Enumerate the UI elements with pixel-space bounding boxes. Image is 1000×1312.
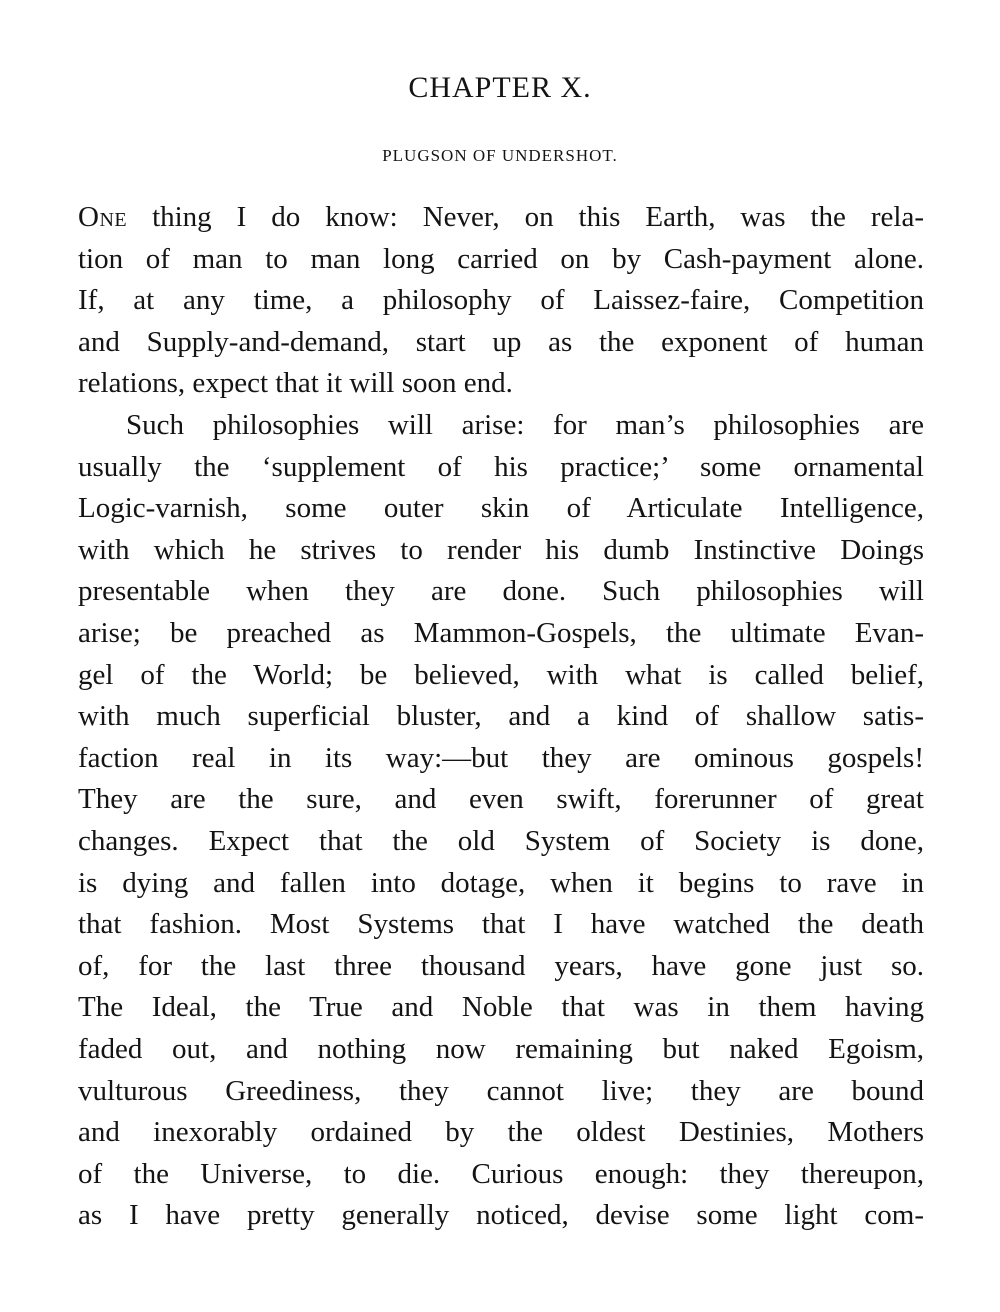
text-line-content: thing I do know: Never, on this Earth, was the rela- — [127, 201, 924, 233]
text-line: and inexorably ordained by the oldest Destinies, Mothers — [78, 1116, 924, 1149]
text-line — [78, 197, 924, 239]
chapter-subtitle: PLUGSON OF UNDERSHOT. — [382, 146, 618, 165]
paragraph-2 — [78, 405, 924, 1237]
text-line: Such philosophies will arise: for man’s philosophies are — [126, 409, 924, 441]
paragraph-lead-word: One — [78, 201, 128, 233]
text-line: relations, expect that it will soon end. — [78, 367, 513, 400]
text-line: arise; be preached as Mammon-Gospels, the ultimate Evan- — [78, 616, 924, 649]
text-line: with which he strives to render his dumb Instinctive Doings — [78, 533, 924, 566]
text-line: is dying and fallen into dotage, when it begins to rave in — [78, 866, 924, 899]
text-line: tion of man to man long carried on by Cash-payment alone. — [78, 242, 924, 275]
text-line: presentable when they are done. Such philosophies will — [78, 575, 924, 608]
chapter-heading — [0, 68, 1000, 108]
text-line: that fashion. Most Systems that I have watched the death — [78, 908, 924, 941]
text-line: vulturous Greediness, they cannot live; they are bound — [78, 1074, 924, 1107]
text-line: The Ideal, the True and Noble that was in them having — [78, 991, 924, 1024]
chapter-title: CHAPTER X. — [408, 71, 592, 104]
text-line: with much superficial bluster, and a kind of shallow satis- — [78, 700, 924, 733]
text-line: of the Universe, to die. Curious enough: they thereupon, — [78, 1157, 924, 1190]
text-line: They are the sure, and even swift, forerunner of great — [78, 783, 924, 816]
text-line: If, at any time, a philosophy of Laissez-faire, Competition — [78, 284, 924, 317]
text-line: as I have pretty generally noticed, devise some light com- — [78, 1199, 924, 1232]
text-line: changes. Expect that the old System of Society is done, — [78, 824, 924, 857]
text-line: Logic-varnish, some outer skin of Articulate Intelligence, — [78, 492, 924, 525]
text-line: gel of the World; be believed, with what is called belief, — [78, 658, 924, 691]
text-line: faction real in its way:—but they are ominous gospels! — [78, 741, 924, 774]
paragraph-1 — [78, 197, 924, 405]
text-line: faded out, and nothing now remaining but naked Egoism, — [78, 1032, 924, 1065]
text-line: usually the ‘supplement of his practice;’ some ornamental — [78, 450, 924, 483]
text-line: and Supply-and-demand, start up as the exponent of human — [78, 325, 924, 358]
text-line: of, for the last three thousand years, have gone just so. — [78, 949, 924, 982]
